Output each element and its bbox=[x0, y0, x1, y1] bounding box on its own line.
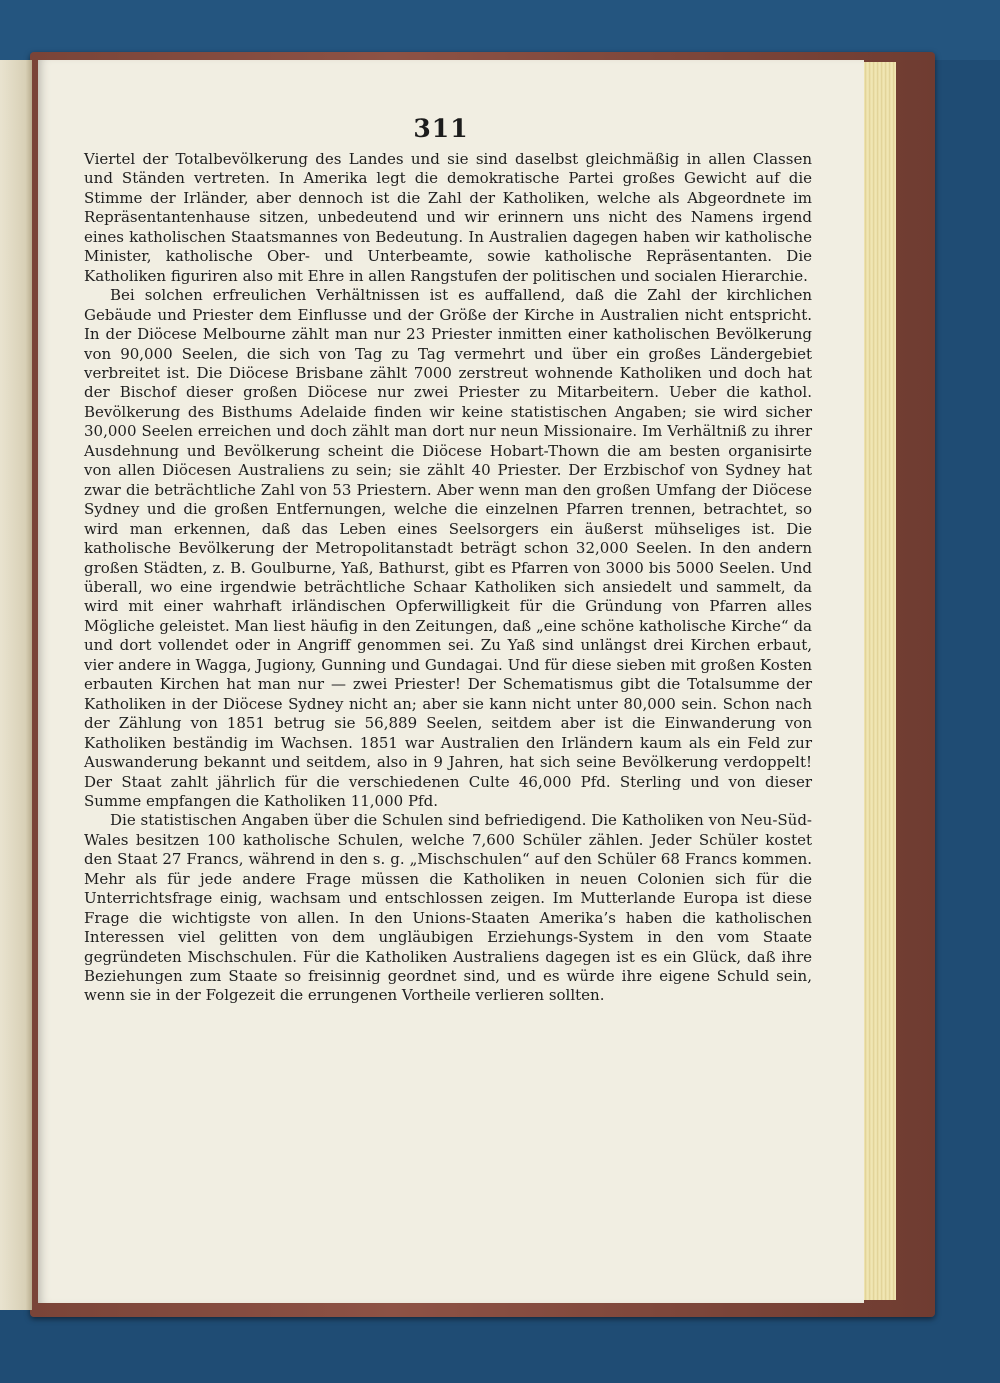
body-text bbox=[84, 150, 812, 1006]
paragraph: Bei solchen erfreulichen Verhältnissen ist es auffallend, daß die Zahl der kirchlichen Gebäude und Priester dem Einflusse und der Größe der Kirche in Australien nicht entspricht. In der Diöcese Melbourne zählt man nur 23 Priester inmitten einer katholischen Bevölkerung von 90,000 Seelen, die sich von Tag zu Tag vermehrt und über ein großes Ländergebiet verbreitet ist. Die Diöcese Brisbane zählt 7000 zerstreut wohnende Katholiken und doch hat der Bischof dieser großen Diöcese nur zwei Priester zu Mitarbeitern. Ueber die kathol. Bevölkerung des Bisthums Adelaide finden wir keine statistischen Angaben; sie wird sicher 30,000 Seelen erreichen und doch zählt man dort nur neun Missionaire. Im Verhältniß zu ihrer Ausdehnung und Bevölkerung scheint die Diöcese Hobart-Thown die am besten organisirte von allen Diöcesen Australiens zu sein; sie zählt 40 Priester. Der Erzbischof von Sydney hat zwar die beträchtliche Zahl von 53 Priestern. Aber wenn man den großen Umfang der Diöcese Sydney und die großen Entfernungen, welche die einzelnen Pfarren trennen, betrachtet, so wird man erkennen, daß das Leben eines Seelsorgers ein äußerst mühseliges ist. Die katholische Bevölkerung der Metropolitanstadt beträgt schon 32,000 Seelen. In den andern großen Städten, z. B. Goulburne, Yaß, Bathurst, gibt es Pfarren von 3000 bis 5000 Seelen. Und überall, wo eine irgendwie beträchtliche Schaar Katholiken sich ansiedelt und sammelt, da wird mit einer wahrhaft irländischen Opferwilligkeit für die Gründung von Pfarren alles Mögliche geleistet. Man liest häufig in den Zeitungen, daß „eine schöne katholische Kirche“ da und dort vollendet oder in Angriff genommen sei. Zu Yaß sind unlängst drei Kirchen erbaut, vier andere in Wagga, Jugiony, Gunning und Gundagai. Und für diese sieben mit großen Kosten erbauten Kirchen hat man nur — zwei Priester! Der Schematismus gibt die Totalsumme der Katholiken in der Diöcese Sydney nicht an; aber sie kann nicht unter 80,000 sein. Schon nach der Zählung von 1851 betrug sie 56,889 Seelen, seitdem aber ist die Einwanderung von Katholiken beständig im Wachsen. 1851 war Australien den Irländern kaum als ein Feld zur Auswanderung bekannt und seitdem, also in 9 Jahren, hat sich seine Bevölkerung verdoppelt! Der Staat zahlt jährlich für die verschiedenen Culte 46,000 Pfd. Sterling und von dieser Summe empfangen die Katholiken 11,000 Pfd. bbox=[84, 286, 812, 810]
paragraph: Viertel der Totalbevölkerung des Landes und sie sind daselbst gleichmäßig in allen Classen und Ständen vertreten. In Amerika legt die demokratische Partei großes Gewicht auf die Stimme der Irländer, aber dennoch ist die Zahl der Katholiken, welche als Abgeordnete im Repräsentantenhause sitzen, unbedeutend und wir erinnern uns nicht des Namens irgend eines katholischen Staatsmannes von Bedeutung. In Australien dagegen haben wir katholische Minister, katholische Ober- und Unterbeamte, sowie katholische Repräsentanten. Die Katholiken figuriren also mit Ehre in allen Rangstufen der politischen und socialen Hierarchie. bbox=[84, 150, 812, 285]
facing-page-edge bbox=[0, 60, 32, 1310]
page-number: 311 bbox=[413, 114, 469, 143]
paragraph: Die statistischen Angaben über die Schulen sind befriedigend. Die Katholiken von Neu-Süd-Wales besitzen 100 katholische Schulen, welche 7,600 Schüler zählen. Jeder Schüler kostet den Staat 27 Francs, während in den s. g. „Mischschulen“ auf den Schüler 68 Francs kommen. Mehr als für jede andere Frage müssen die Katholiken in neuen Colonien sich für die Unterrichtsfrage einig, wachsam und entschlossen zeigen. Im Mutterlande Europa ist diese Frage die wichtigste von allen. In den Unions-Staaten Amerika’s haben die katholischen Interessen viel gelitten von dem ungläubigen Erziehungs-System in den vom Staate gegründeten Mischschulen. Für die Katholiken Australiens dagegen ist es ein Glück, daß ihre Beziehungen zum Staate so freisinnig geordnet sind, und es würde ihre eigene Schuld sein, wenn sie in der Folgezeit die errungenen Vortheile verlieren sollten. bbox=[84, 811, 812, 1005]
page-stack-edge bbox=[862, 62, 896, 1300]
scan-backdrop bbox=[0, 0, 1000, 60]
book-page bbox=[38, 60, 864, 1303]
